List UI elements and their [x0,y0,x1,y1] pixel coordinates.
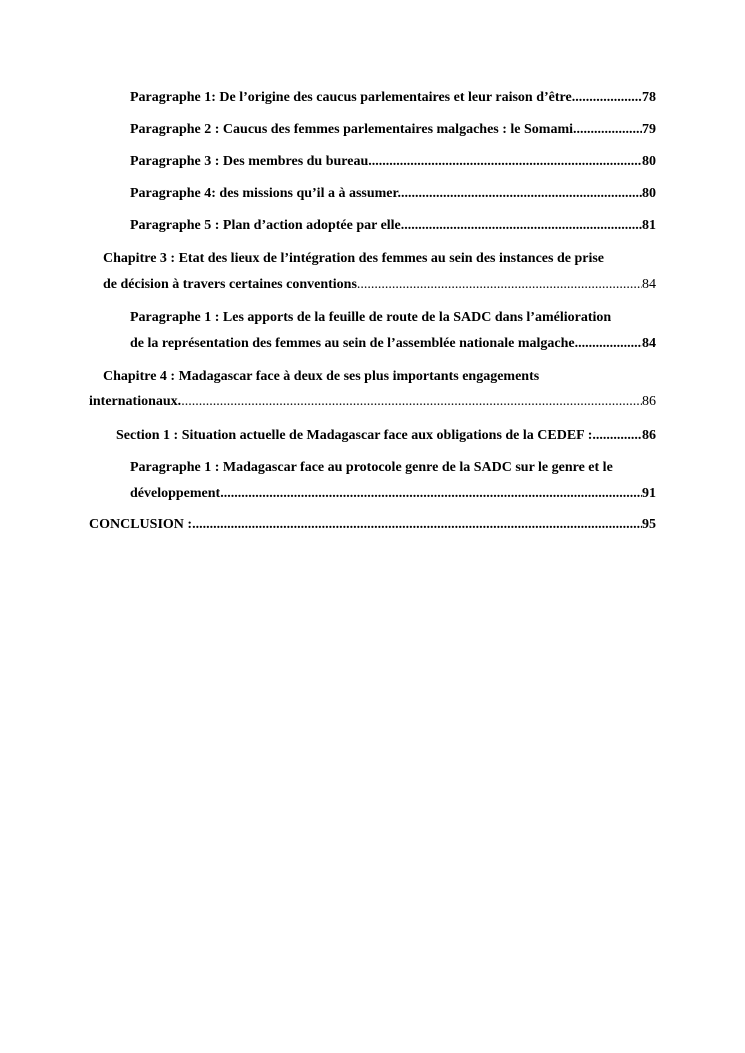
toc-entry-paragraphe-2-somami[interactable] [130,121,656,138]
dot-leader [181,393,642,410]
toc-page-number: 86 [642,394,656,409]
toc-entry-title: Paragraphe 2 : Caucus des femmes parlementaires malgaches : le Somami [130,122,574,137]
dot-leader [573,121,642,138]
toc-entry-title: Paragraphe 5 : Plan d’action adoptée par elle [130,218,401,233]
toc-entry-title: Paragraphe 3 : Des membres du bureau. [130,154,372,169]
dot-leader [192,516,642,533]
toc-entry-title: CONCLUSION : [89,517,193,532]
dot-leader [372,153,642,170]
toc-entry-title: Chapitre 4 : Madagascar face à deux de ses plus importants engagements [103,369,540,384]
toc-entry-paragraphe-1-origine[interactable] [130,89,656,106]
toc-entry-conclusion[interactable] [89,516,656,533]
toc-page-number: 84 [642,277,656,292]
toc-page-number: 81 [642,218,656,233]
toc-entry-title-continued: de la représentation des femmes au sein de l’assemblée nationale malgache. [130,336,579,351]
toc-page-number: 86 [642,428,656,443]
toc-entry-title: Paragraphe 4: des missions qu’il a à assumer. [130,186,401,201]
toc-entry-chapitre-4-line-2[interactable] [89,393,656,410]
toc-entry-title: Section 1 : Situation actuelle de Madagascar face aux obligations de la CEDEF : [116,428,593,443]
toc-entry-title-continued: de décision à travers certaines conventions [103,277,357,292]
toc-entry-title-continued: internationaux. [89,394,182,409]
toc-entry-section-1-cedef[interactable] [116,427,656,444]
toc-entry-paragraphe-1-protocole-line-2[interactable] [130,485,656,502]
toc-page-number: 84 [642,336,656,351]
dot-leader [572,89,642,106]
toc-entry-chapitre-4-line-1[interactable] [103,368,656,385]
toc-entry-chapitre-3-line-1[interactable] [103,250,656,267]
toc-entry-paragraphe-3-membres[interactable] [130,153,656,170]
toc-entry-title: Paragraphe 1: De l’origine des caucus parlementaires et leur raison d’être [130,90,572,105]
toc-page-number: 95 [642,517,656,532]
toc-entry-title-continued: développement [130,486,221,501]
toc-entry-title: Chapitre 3 : Etat des lieux de l’intégration des femmes au sein des instances de prise [103,251,604,266]
toc-entry-chapitre-3-line-2[interactable] [103,276,656,293]
dot-leader [592,427,642,444]
toc-entry-paragraphe-5-plan[interactable] [130,217,656,234]
dot-leader [357,276,642,293]
toc-page-number: 80 [642,186,656,201]
toc-page-number: 79 [642,122,656,137]
toc-entry-title: Paragraphe 1 : Madagascar face au protocole genre de la SADC sur le genre et le [130,460,613,475]
dot-leader [401,185,642,202]
toc-entry-paragraphe-1-protocole-line-1[interactable] [130,459,656,476]
dot-leader [578,335,642,352]
dot-leader [220,485,642,502]
toc-entry-paragraphe-4-missions[interactable] [130,185,656,202]
toc-page-number: 78 [642,90,656,105]
toc-page-number: 80 [642,154,656,169]
toc-entry-title: Paragraphe 1 : Les apports de la feuille de route de la SADC dans l’amélioration [130,310,612,325]
toc-entry-paragraphe-1-sadc-line-1[interactable] [130,309,656,326]
dot-leader [401,217,642,234]
toc-entry-paragraphe-1-sadc-line-2[interactable] [130,335,656,352]
toc-page-number: 91 [642,486,656,501]
